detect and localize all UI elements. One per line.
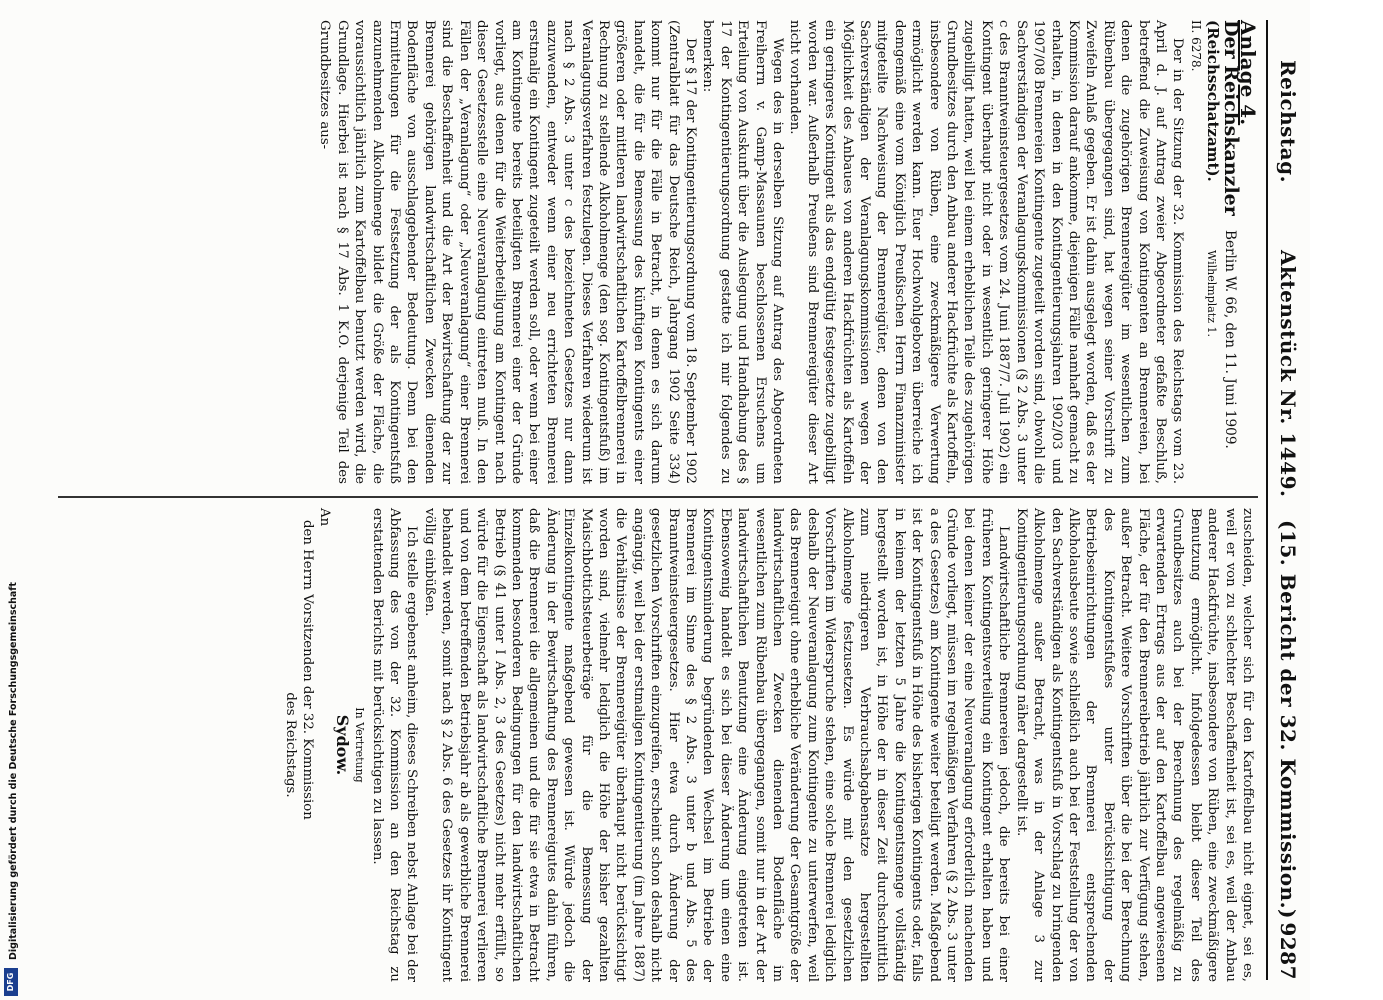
anlage-label: Anlage 4. (1236, 20, 1260, 126)
header-title: Aktenstück Nr. 1449. (1276, 250, 1300, 498)
place-street: Wilhelmplatz 1. (1205, 250, 1218, 338)
address-line: des Reichstags. (282, 692, 298, 798)
file-reference: II. 6278. (1188, 20, 1203, 72)
paragraph: Ich stelle ergebenst anheim, dieses Schreiben nebst Anlage bei der Abfassung des von der 32. Kommission an den Reichstag zu erstattenden Berichts mit berücksichtigen zu lassen. (369, 508, 420, 982)
paragraph: Wegen des in derselben Sitzung auf Antrag des Abgeordneten Freiherrn v. Gamp-Massaunen beschlossenen Ersuchens um Erteilung von Auskunft über die Auslegung und Handhabung des § 17 der Kontingentierungsordnung gestatte ich mir folgendes zu bemerken: (700, 20, 786, 484)
header-rule (1266, 20, 1268, 980)
paragraph: Der § 17 der Kontingentierungsordnung vom 18. September 1902 (Zentralblatt für das Deutsche Reich, Jahrgang 1902 Seite 334) kommt nur für die Fälle in Betracht, in denen es sich darum handelt, die für die Bemessung des künftigen Kontingents einer größeren oder mittleren landwirtschaftlichen Kartoffelbrennerei in Rechnung zu stellende Alkoholmenge (den sog. Kontingentsfuß) im Veranlagungsverfahren festzulegen. Dieses Verfahren wiederum ist nach § 2 Abs. 3 unter c des bezeichneten Gesetzes nur dann anzuwenden, entweder wenn einer neu errichteten Brennerei erstmalig ein Kontingent zugeteilt werden soll, oder wenn bei einer am Kontingente bereits beteiligten Brennerei einer der Gründe vorliegt, aus denen für die Weiterbeteiligung am Kontingent nach dieser Gesetzesstelle eine Neuveranlagung eintreten muß. In den Fällen der „Veranlagung“ oder „Neuveranlagung“ einer Brennerei sind die Beschaffenheit und die Art der Bewirtschaftung der zur Brennerei gehörigen landwirtschaftlichen Zwecken dienenden Bodenfläche von ausschlaggebender Bedeutung. Denn bei den Ermittelungen für die Festsetzung der als Kontingentsfuß anzunehmenden Alkoholmenge bildet die Größe der Fläche, die voraussichtlich jährlich zum Kartoffelbau benutzt werden wird, die Grundlage. Hierbei ist nach § 17 Abs. 1 K.O. derjenige Teil des Grundbesitzes aus- (317, 20, 698, 484)
page-header (1268, 0, 1308, 1000)
dfg-logo: DFG (4, 968, 18, 996)
place-date: Berlin W. 66, den 11. Juni 1909. (1222, 230, 1238, 449)
sender: Der Reichskanzler (1219, 20, 1242, 216)
paragraph: zuscheiden, welcher sich für den Kartoffelbau nicht eignet, sei es, weil er von zu schlechter Beschaffenheit ist, sei es, weil der Anbau anderer Hackfrüchte, insbesondere von Rüben, eine zweckmäßigere Benutzung ermöglicht. Infolgedessen bleibt dieser Teil des Grundbesitzes auch bei der Berechnung des regelmäßig zu erwartenden Ertrags aus der auf den Kartoffelbau angewiesenen Fläche, der für den Brennereibetrieb jährlich zur Verfügung stehen, außer Betracht. Weitere Vorschriften über die bei der Berechnung des Kontingentsfußes unter Berücksichtigung der Betriebseinrichtungen der Brennerei entsprechenden Alkoholausbeute sowie schließlich auch bei der Feststellung der von den Sachverständigen als Kontingentsfuß in Vorschlag zu bringenden Alkoholmenge außer Betracht, was in der Anlage 3 zur Kontingentierungsordnung näher dargestellt ist. (1013, 508, 1255, 982)
address-line: den Herrn Vorsitzenden der 32. Kommission (300, 520, 316, 820)
signature-note: In Vertretung (353, 707, 367, 783)
address-line: An (317, 508, 333, 527)
paragraph: Landwirtschaftliche Brennereien jedoch, die bereits bei einer früheren Kontingentsverteilung ein Kontingent erhalten haben und bei denen keiner der eine Neuveranlagung erforderlich machenden Gründe vorliegt, müssen im regelmäßigen Verfahren (§ 2 Abs. 3 unter a des Gesetzes) am Kontingente weiter beteiligt werden. Maßgebend ist der Kontingentsfuß in Höhe des bisherigen Kontingents oder, falls in keinem der letzten 5 Jahre die Kontingentsmenge vollständig hergestellt worden ist, in Höhe der in dieser Zeit durchschnittlich zum niedrigeren Verbrauchsabgabensatze hergestellten Alkoholmenge festzusetzen. Es würde mit den gesetzlichen Vorschriften im Widerspruche stehen, eine solche Brennerei lediglich deshalb der Neuveranlagung zum Kontingente zu unterwerfen, weil das Brennereigut ohne erhebliche Veränderung der Gesamtgröße der landwirtschaftlichen Zwecken dienenden Bodenfläche im wesentlichen zum Rübenbau übergegangen, somit nur in der Art der landwirtschaftlichen Benutzung eine Änderung eingetreten ist. Ebensowenig handelt es sich bei dieser Änderung um einen eine Kontingentsminderung begründenden Wechsel im Betriebe der Brennerei im Sinne des § 2 Abs. 3 unter b und Abs. 5 des Branntweinsteuergesetzes. Hier etwa durch Änderung der gesetzlichen Vorschriften einzugreifen, erscheint schon deshalb nicht angängig, weil bei der erstmaligen Kontingentierung (im Jahre 1887) die Verhältnisse der Brennereigüter überhaupt nicht berücksichtigt worden sind, vielmehr lediglich die Höhe der bisher gezahlten Maischbottichsteuerbeträge für die Bemessung der Einzelkontingente maßgebend gewesen ist. Würde jedoch die Änderung in der Bewirtschaftung des Brennereigutes dahin führen, daß die Brennerei die allgemeinen und die für sie etwa in Betracht kommenden besonderen Bedingungen für den landwirtschaftlichen Betrieb (§ 41 unter I Abs. 2, 3 des Gesetzes) nicht mehr erfüllt, so würde für die Eigenschaft als landwirtschaftliche Brennerei verlieren und von dem betreffenden Betriebsjahr ab als gewerbliche Brennerei behandelt werden, somit nach § 2 Abs. 6 des Gesetzes ihr Kontingent völlig einbüßen. (421, 508, 1012, 982)
left-column (316, 20, 1260, 484)
header-left: Reichstag. (1276, 60, 1300, 184)
paragraph: Der in der Sitzung der 32. Kommission des Reichstags vom 23. April d. J. auf Antrag zweier Abgeordneter gefaßte Beschluß, betreffend die Zuweisung von Kontingenten an Brennereien, bei denen die zugehörigen Brennereigüter im wesentlichen zum Rübenbau übergegangen sind, hat wegen seiner Vorschrift zu Zweifeln Anlaß gegeben. Er ist dahin ausgelegt worden, daß es der Kommission darauf ankomme, diejenigen Fälle namhaft gemacht zu erhalten, in denen in den Kontingentierungsjahren 1902/03 und 1907/08 Brennereien Kontingente zugeteilt worden sind, obwohl die Sachverständigen der Veranlagungskommissionen (§ 2 Abs. 3 unter c des Branntweinsteuergesetzes vom 24. Juni 1887/7. Juli 1902) ein Kontingent überhaupt nicht oder in wesentlich geringerer Höhe zugebilligt hatten, weil bei einem erheblichen Teile des zugehörigen Grundbesitzes durch den Anbau anderer Hackfrüchte als Kartoffeln, insbesondere von Rüben, eine zweckmäßigere Verwertung ermöglicht werden kann. Euer Hochwohlgeboren überreiche ich demgemäß eine vom Königlich Preußischen Herrn Finanzminister mitgeteilte Nachweisung der Brennereigüter, denen von den Sachverständigen der Veranlagungskommissionen wegen der Möglichkeit des Anbaues von anderen Hackfrüchten als Kartoffeln ein geringeres Kontingent als das endgültig festgesetzte zugebilligt worden war. Außerhalb Preußens sind Brennereigüter dieser Art nicht vorhanden. (787, 20, 1186, 484)
header-subtitle: (15. Bericht der 32. Kommission.) (1276, 520, 1300, 919)
sender-sub: (Reichsschatzamt). (1204, 20, 1223, 182)
footer-text: Digitalisierung gefördert durch die Deutsche Forschungsgemeinschaft (8, 582, 19, 960)
column-divider (58, 496, 1258, 498)
right-column (281, 508, 1256, 982)
signature-name: Sydow. (332, 714, 352, 776)
digitization-footer (0, 0, 22, 1000)
page-number: 9287 (1276, 922, 1300, 980)
